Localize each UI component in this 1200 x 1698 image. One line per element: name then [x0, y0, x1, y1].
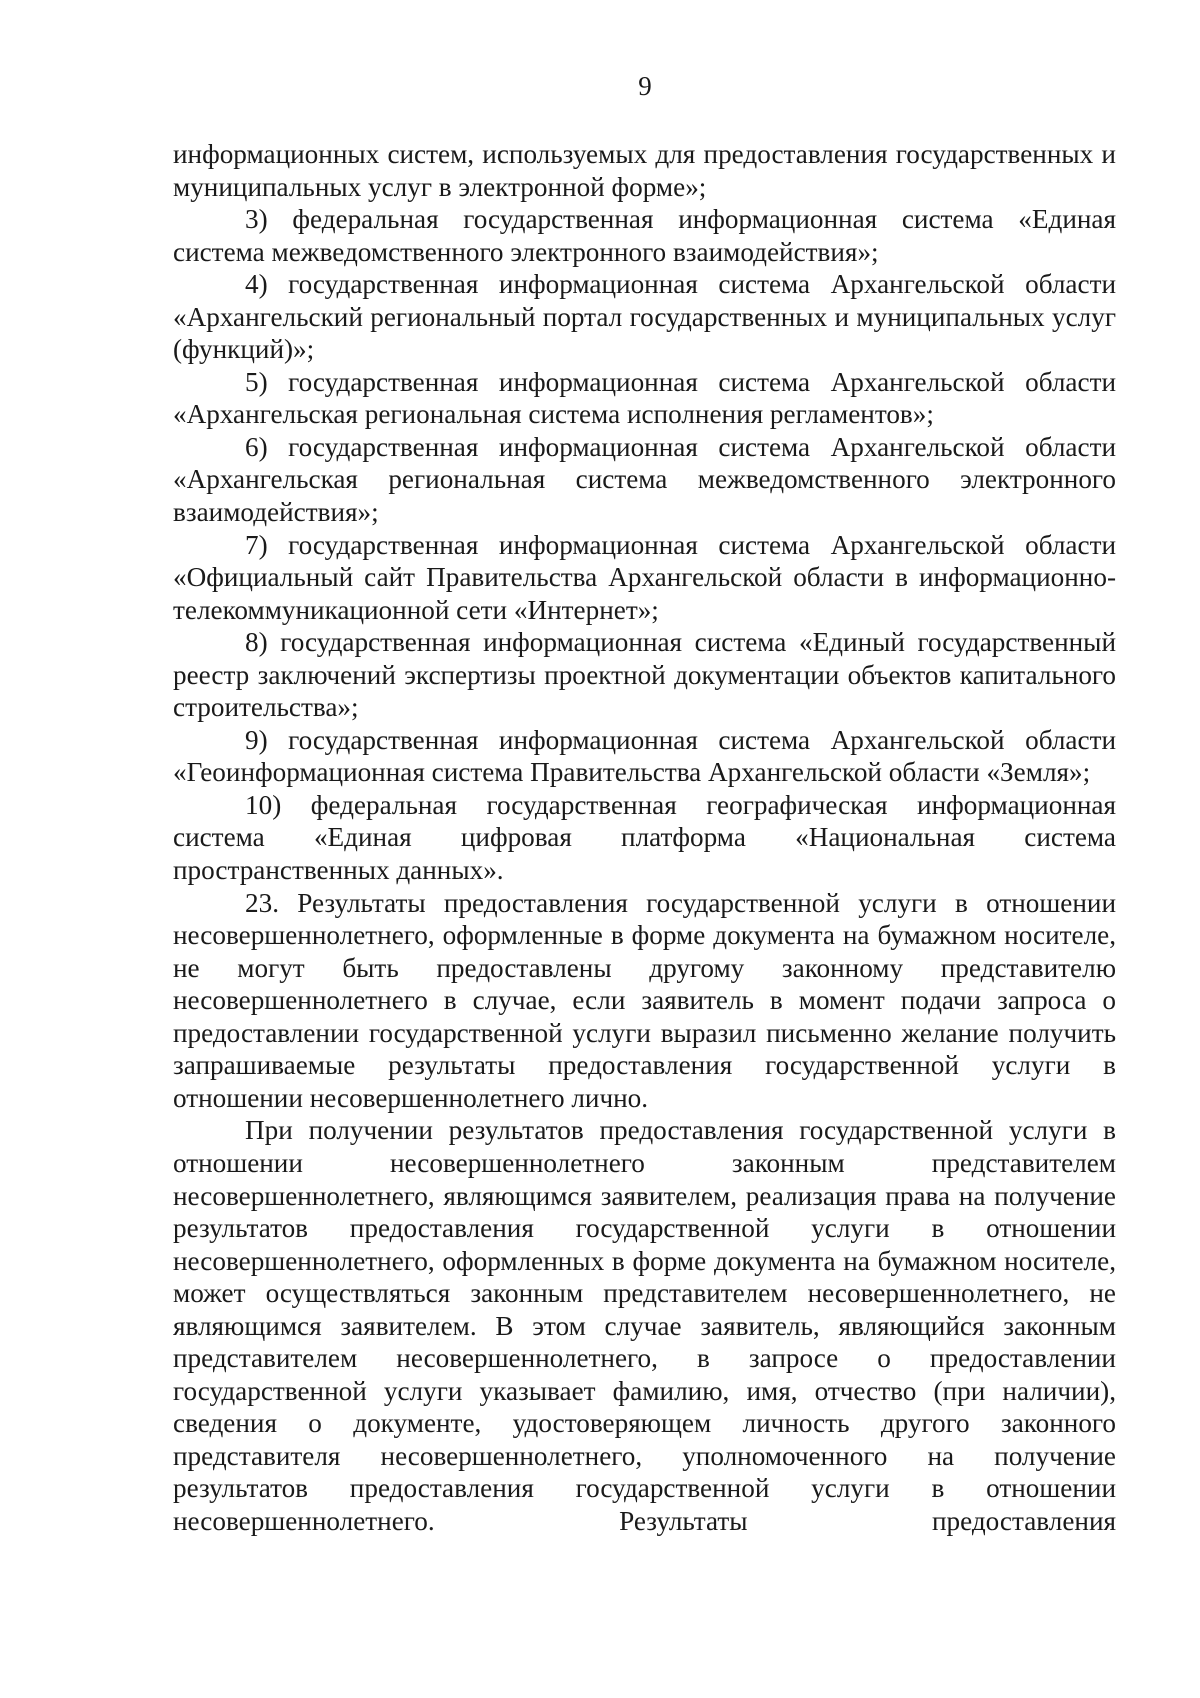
- list-item-8: 8) государственная информационная система «Единый государственный реестр заключений экспертизы проектной документации объектов капитального строительства»;: [173, 627, 1116, 723]
- page-number: 9: [638, 71, 652, 101]
- document-body: [173, 138, 1116, 1538]
- list-item-6: 6) государственная информационная система Архангельской области «Архангельская региональная система межведомственного электронного взаимодействия»;: [173, 431, 1116, 528]
- paragraph-continuation: информационных систем, используемых для предоставления государственных и муниципальных услуг в электронной форме»;: [173, 139, 1116, 202]
- section-23-subparagraph: При получении результатов предоставления государственной услуги в отношении несовершеннолетнего законным представителем несовершеннолетнего, являющимся заявителем, реализация права на получение результатов предоставления государственной услуги в отношении несовершеннолетнего, оформленных в форме документа на бумажном носителе, может осуществляться законным представителем несовершеннолетнего, не являющимся заявителем. В этом случае заявитель, являющийся законным представителем несовершеннолетнего, в запросе о предоставлении государственной услуги указывает фамилию, имя, отчество (при наличии), сведения о документе, удостоверяющем личность другого законного представителя несовершеннолетнего, уполномоченного на получение результатов предоставления государственной услуги в отношении несовершеннолетнего. Результаты предоставления: [173, 1115, 1116, 1536]
- list-item-9: 9) государственная информационная система Архангельской области «Геоинформационная система Правительства Архангельской области «Земля»;: [173, 724, 1116, 788]
- list-item-4: 4) государственная информационная система Архангельской области «Архангельский региональный портал государственных и муниципальных услуг (функций)»;: [173, 269, 1116, 365]
- list-item-10: 10) федеральная государственная географическая информационная система «Единая цифровая платформа «Национальная система пространственных данных».: [173, 789, 1116, 886]
- list-item-3: 3) федеральная государственная информационная система «Единая система межведомственного электронного взаимодействия»;: [173, 204, 1116, 267]
- section-23-paragraph: 23. Результаты предоставления государственной услуги в отношении несовершеннолетнего, оформленные в форме документа на бумажном носителе, не могут быть предоставлены другому законному представителю несовершеннолетнего в случае, если заявитель в момент подачи запроса о предоставлении государственной услуги выразил письменно желание получить запрашиваемые результаты предоставления государственной услуги в отношении несовершеннолетнего лично.: [173, 887, 1116, 1113]
- list-item-7: 7) государственная информационная система Архангельской области «Официальный сайт Правительства Архангельской области в информационно-телекоммуникационной сети «Интернет»;: [173, 529, 1116, 625]
- list-item-5: 5) государственная информационная система Архангельской области «Архангельская региональная система исполнения регламентов»;: [173, 366, 1116, 430]
